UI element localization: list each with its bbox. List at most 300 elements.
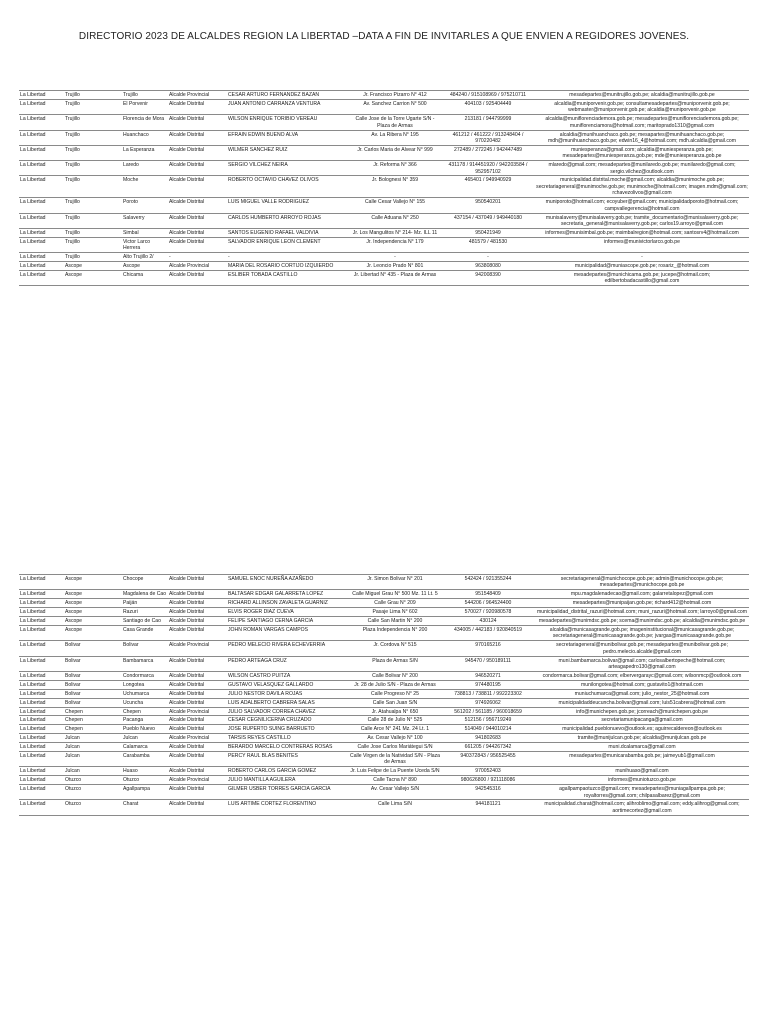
mayor-name-cell: BERARDO MARCELO CONTRERAS ROSAS xyxy=(227,743,349,752)
position-cell: Alcalde Distrital xyxy=(168,198,227,213)
address-cell: Plaza Independencia N° 200 xyxy=(349,625,441,640)
province-cell: Trujillo xyxy=(64,176,122,198)
position-cell: Alcalde Distrital xyxy=(168,698,227,707)
position-cell: Alcalde Provincial xyxy=(168,91,227,100)
address-cell: Jr. Independencia N° 179 xyxy=(349,237,441,252)
phone-cell: 951548409 xyxy=(441,590,535,599)
province-cell: Bolivar xyxy=(64,680,122,689)
position-cell: Alcalde Distrital xyxy=(168,800,227,815)
table-row xyxy=(19,608,749,617)
email-cell: muniuchumarca@gmail.com; julio_nestor_25@hotmail.com xyxy=(535,689,749,698)
district-cell: Pueblo Nuevo xyxy=(122,725,168,734)
position-cell: Alcalde Distrital xyxy=(168,725,227,734)
position-cell: Alcalde Provincial xyxy=(168,261,227,270)
position-cell: Alcalde Provincial xyxy=(168,641,227,656)
table-body xyxy=(19,575,749,816)
document-title: DIRECTORIO 2023 DE ALCALDES REGION LA LIBERTAD –DATA A FIN DE INVITARLES A QUE ENVIEN A REGIDORES JOVENES. xyxy=(78,31,690,42)
position-cell: Alcalde Distrital xyxy=(168,213,227,228)
table-row xyxy=(19,237,749,252)
position-cell: Alcalde Distrital xyxy=(168,743,227,752)
district-cell: Santiago de Cao xyxy=(122,617,168,626)
district-cell: Huanchaco xyxy=(122,130,168,145)
table-row xyxy=(19,91,749,100)
province-cell: Otuzco xyxy=(64,776,122,785)
province-cell: Trujillo xyxy=(64,130,122,145)
position-cell: Alcalde Distrital xyxy=(168,656,227,671)
address-cell: Jr. Francisco Pizarro N° 412 xyxy=(349,91,441,100)
district-cell: Florencia de Mora xyxy=(122,115,168,130)
address-cell: Jr. Cordova N° 515 xyxy=(349,641,441,656)
position-cell: Alcalde Distrital xyxy=(168,767,227,776)
province-cell: Julcan xyxy=(64,767,122,776)
mayor-name-cell: SERGIO VILCHEZ NEIRA xyxy=(227,161,349,176)
district-cell: Bolivar xyxy=(122,641,168,656)
province-cell: Julcan xyxy=(64,734,122,743)
address-cell: Calle Cesar Vallejo N° 155 xyxy=(349,198,441,213)
province-cell: Otuzco xyxy=(64,800,122,815)
table-row xyxy=(19,689,749,698)
phone-cell: 963808080 xyxy=(441,261,535,270)
phone-cell: 661205 / 944267342 xyxy=(441,743,535,752)
mayors-table-top xyxy=(19,90,749,286)
phone-cell: 942545316 xyxy=(441,785,535,800)
region-cell: La Libertad xyxy=(19,261,64,270)
region-cell: La Libertad xyxy=(19,176,64,198)
phone-cell: 945470 / 950189111 xyxy=(441,656,535,671)
table-row xyxy=(19,130,749,145)
email-cell: secretariamunipacanga@gmail.com xyxy=(535,716,749,725)
position-cell: Alcalde Distrital xyxy=(168,785,227,800)
phone-cell: 544206 / 964524400 xyxy=(441,599,535,608)
region-cell: La Libertad xyxy=(19,115,64,130)
position-cell: Alcalde Distrital xyxy=(168,752,227,767)
address-cell: Calle Bolivar N° 200 xyxy=(349,671,441,680)
table-row xyxy=(19,680,749,689)
phone-cell: 970165216 xyxy=(441,641,535,656)
mayor-name-cell: JULIO NESTOR DAVILA ROJAS xyxy=(227,689,349,698)
table-row xyxy=(19,698,749,707)
table-row xyxy=(19,198,749,213)
district-cell: Victor Larco Herrera xyxy=(122,237,168,252)
region-cell: La Libertad xyxy=(19,707,64,716)
district-cell: Paiján xyxy=(122,599,168,608)
phone-cell: 970052403 xyxy=(441,767,535,776)
phone-cell: 950421949 xyxy=(441,228,535,237)
address-cell: Av. Cesar Vallejo S/N xyxy=(349,785,441,800)
mayor-name-cell: CESAR ARTURO FERNANDEZ BAZAN xyxy=(227,91,349,100)
table-row xyxy=(19,161,749,176)
phone-cell: 950540201 xyxy=(441,198,535,213)
district-cell: Salaverry xyxy=(122,213,168,228)
mayor-name-cell: ROBERTO OCTAVIO CHAVEZ OLIVOS xyxy=(227,176,349,198)
district-cell: Julcan xyxy=(122,734,168,743)
mayor-name-cell: TARSIS REYES CASTILLO xyxy=(227,734,349,743)
district-cell: Carabamba xyxy=(122,752,168,767)
email-cell: municipalidad@muniascope.gob.pe; rosariz_@hotmail.com xyxy=(535,261,749,270)
district-cell: Longotea xyxy=(122,680,168,689)
region-cell: La Libertad xyxy=(19,99,64,114)
address-cell: Jr. 28 de Julio S/N - Plaza de Armas xyxy=(349,680,441,689)
province-cell: Bolivar xyxy=(64,641,122,656)
region-cell: La Libertad xyxy=(19,161,64,176)
position-cell: Alcalde Distrital xyxy=(168,680,227,689)
district-cell: Agallpampa xyxy=(122,785,168,800)
province-cell: Trujillo xyxy=(64,91,122,100)
mayor-name-cell: WILSON ENRIQUE TORIBIO VEREAU xyxy=(227,115,349,130)
province-cell: Chepen xyxy=(64,725,122,734)
province-cell: Bolivar xyxy=(64,671,122,680)
phone-cell: - xyxy=(441,253,535,262)
address-cell: Av. La Ribera N° 195 xyxy=(349,130,441,145)
region-cell: La Libertad xyxy=(19,785,64,800)
mayor-name-cell: LUIS ADALBERTO CABRERA SALAS xyxy=(227,698,349,707)
province-cell: Ascope xyxy=(64,261,122,270)
mayor-name-cell: WILSON CASTRO PUITZA xyxy=(227,671,349,680)
phone-cell: 430124 xyxy=(441,617,535,626)
mayor-name-cell: ROBERTO CARLOS GARCIA GOMEZ xyxy=(227,767,349,776)
district-cell: Laredo xyxy=(122,161,168,176)
table-row xyxy=(19,707,749,716)
mayor-name-cell: CESAR CEGNILICERNA CRUZADO xyxy=(227,716,349,725)
position-cell: Alcalde Distrital xyxy=(168,99,227,114)
mayor-name-cell: PERCY RAUL BLAS BENITES xyxy=(227,752,349,767)
district-cell: Charat xyxy=(122,800,168,815)
province-cell: Otuzco xyxy=(64,785,122,800)
table-row xyxy=(19,752,749,767)
province-cell: Ascope xyxy=(64,599,122,608)
region-cell: La Libertad xyxy=(19,734,64,743)
province-cell: Trujillo xyxy=(64,99,122,114)
phone-cell: 561202 / 561185 / 960018659 xyxy=(441,707,535,716)
district-cell: Trujillo xyxy=(122,91,168,100)
mayor-name-cell: JOSE RUPERTO SUING BARRUETO xyxy=(227,725,349,734)
position-cell: Alcalde Distrital xyxy=(168,716,227,725)
email-cell: agallpampaotuzco@gmail.com; mesadepartes@muniagallpampa.gob.pe; royaltorres@gmail.com; chilpasalbarez@gmail.com xyxy=(535,785,749,800)
province-cell: Ascope xyxy=(64,590,122,599)
mayor-name-cell: ELVIS ROGER DIAZ CUEVA xyxy=(227,608,349,617)
region-cell: La Libertad xyxy=(19,776,64,785)
position-cell: Alcalde Distrital xyxy=(168,115,227,130)
email-cell: munihuaso@gmail.com xyxy=(535,767,749,776)
table-row xyxy=(19,228,749,237)
district-cell: El Porvenir xyxy=(122,99,168,114)
mayor-name-cell: RICHARD ALLINSON ZAVALETA GUARNIZ xyxy=(227,599,349,608)
mayor-name-cell: SALVADOR ENRIQUE LEON CLEMENT xyxy=(227,237,349,252)
district-cell: Condormarca xyxy=(122,671,168,680)
table-row xyxy=(19,716,749,725)
address-cell: Calle Jose Carlos Mariátegui S/N xyxy=(349,743,441,752)
mayor-name-cell: JOHN ROMAN VARGAS CAMPOS xyxy=(227,625,349,640)
province-cell: Ascope xyxy=(64,270,122,285)
region-cell: La Libertad xyxy=(19,800,64,815)
email-cell: municipalidaddeucuncha.bolivar@gmail.com; luis51cabrera@hotmail.com xyxy=(535,698,749,707)
district-cell: Poroto xyxy=(122,198,168,213)
region-cell: La Libertad xyxy=(19,680,64,689)
province-cell: Chepen xyxy=(64,716,122,725)
address-cell: Calle San Juan S/N xyxy=(349,698,441,707)
province-cell: Bolivar xyxy=(64,656,122,671)
phone-cell: 514049 / 944010214 xyxy=(441,725,535,734)
mayor-name-cell: - xyxy=(227,253,349,262)
email-cell: condormarca.bolivar@gmail.com; elbervergarayc@gmail.com; wilsonmcp@outlook.com xyxy=(535,671,749,680)
address-cell: - xyxy=(349,253,441,262)
table-row xyxy=(19,575,749,590)
province-cell: Trujillo xyxy=(64,237,122,252)
phone-cell: 542424 / 921355244 xyxy=(441,575,535,590)
position-cell: Alcalde Distrital xyxy=(168,228,227,237)
mayor-name-cell: SANTOS EUGENIO RAFAEL VALDIVIA xyxy=(227,228,349,237)
phone-cell: 272489 / 272245 / 942447489 xyxy=(441,145,535,160)
email-cell: muniporoto@hotmail.com; ecoyuber@gmail.com; municipalidadporoto@hotmail.com; campvallegerencia@hotmail.com xyxy=(535,198,749,213)
email-cell: munilongotea@hotmail.com; gustavito1@hotmail.com xyxy=(535,680,749,689)
phone-cell: 461212 / 461222 / 913248404 / 970220482 xyxy=(441,130,535,145)
position-cell: Alcalde Provincial xyxy=(168,776,227,785)
email-cell: mesadepartes@municarabamba.gob.pe; jaimeyub1@gmail.com xyxy=(535,752,749,767)
phone-cell: 974926062 xyxy=(441,698,535,707)
region-cell: La Libertad xyxy=(19,599,64,608)
address-cell: Jr. Luis Felipe de La Puente Uceda S/N xyxy=(350,768,440,775)
email-cell: alcaldia@munihuanchaco.gob.pe; mesapartes@munihuanchaco.gob.pe; mdh@munihuanchaco.gob.pe; edwin16_4@hotmail.com; mdh.alcaldia@gmail.com xyxy=(535,130,749,145)
position-cell: Alcalde Distrital xyxy=(168,671,227,680)
email-cell: municipalidad.charat@hotmail.com; alihroblimo@gmail.com; eddy.alihrog@gmail.com; aortimecortez@gmail.com xyxy=(535,800,749,815)
email-cell: muni.dcalamarca@gmail.com xyxy=(535,743,749,752)
phone-cell: 942008390 xyxy=(441,270,535,285)
phone-cell: 434005 / 442183 / 920840519 xyxy=(441,625,535,640)
mayor-name-cell: PEDRO MELECIO RIVERA ECHEVERRIA xyxy=(227,641,349,656)
address-cell: Jr. Reforma N° 366 xyxy=(349,161,441,176)
position-cell: Alcalde Distrital xyxy=(168,130,227,145)
province-cell: Ascope xyxy=(64,625,122,640)
email-cell: muni.bambamarca.bolivar@gmail.com; carlosalbertopeche@hotmail.com; arteagapedro130@gmail.com xyxy=(535,656,749,671)
table-row xyxy=(19,734,749,743)
region-cell: La Libertad xyxy=(19,270,64,285)
address-cell: Av. Sanchez Carrion N° 500 xyxy=(349,99,441,114)
email-cell: informes@munivictorlarco.gob.pe xyxy=(535,237,749,252)
mayor-name-cell: FELIPE SANTIAGO CERNA GARCIA xyxy=(227,617,349,626)
district-cell: Uchumarca xyxy=(122,689,168,698)
mayor-name-cell: JULIO MANTILLA AGUILERA xyxy=(227,776,349,785)
district-cell: Magdalena de Cao xyxy=(123,591,167,598)
table-row xyxy=(19,270,749,285)
phone-cell: 213181 / 944799999 xyxy=(441,115,535,130)
address-cell: Calle Virgen de la Natividad S/N - Plaza de Armas xyxy=(350,753,440,766)
position-cell: Alcalde Distrital xyxy=(168,689,227,698)
district-cell: Ucuncha xyxy=(122,698,168,707)
phone-cell: 512156 / 956719249 xyxy=(441,716,535,725)
mayor-name-cell: BALTASAR EDGAR GALARRETA LOPEZ xyxy=(227,590,349,599)
address-cell: Jr. Bolognesi N° 359 xyxy=(349,176,441,198)
mayor-name-cell: PEDRO ARTEAGA CRUZ xyxy=(227,656,349,671)
district-cell: Otuzco xyxy=(122,776,168,785)
email-cell: municipalidad.pueblonuevo@outlook.es; aguirrecaldereon@outlook.es xyxy=(535,725,749,734)
address-cell: Calle Miguel Grau N° 500 Mz. 11 Lt. 5 xyxy=(349,590,441,599)
mayor-name-cell: SAMUEL ENOC NUREÑA AZAÑEDO xyxy=(227,575,349,590)
position-cell: Alcalde Distrital xyxy=(168,176,227,198)
table-row xyxy=(19,599,749,608)
email-cell: mesadepartes@munimdsc.gob.pe; scema@munimdsc.gob.pe; alcaldia@munimdsc.gob.pe xyxy=(535,617,749,626)
province-cell: Trujillo xyxy=(64,228,122,237)
district-cell: Moche xyxy=(122,176,168,198)
table-row xyxy=(19,176,749,198)
email-cell: mesadepartes@munitrujillo.gob.pe; alcaldia@munitrujillo.gob.pe xyxy=(535,91,749,100)
address-cell: Calle Grau N° 209 xyxy=(349,599,441,608)
phone-cell: 946520271 xyxy=(441,671,535,680)
phone-cell: 940372843 / 956525455 xyxy=(441,752,535,767)
address-cell: Pasaje Lima N° 602 xyxy=(349,608,441,617)
district-cell: Alto Trujillo 2/ xyxy=(122,253,168,262)
table-row xyxy=(19,671,749,680)
region-cell: La Libertad xyxy=(19,145,64,160)
region-cell: La Libertad xyxy=(19,228,64,237)
province-cell: Julcan xyxy=(64,752,122,767)
table-row xyxy=(19,743,749,752)
region-cell: La Libertad xyxy=(19,237,64,252)
region-cell: La Libertad xyxy=(19,575,64,590)
region-cell: La Libertad xyxy=(19,198,64,213)
region-cell: La Libertad xyxy=(19,671,64,680)
region-cell: La Libertad xyxy=(19,641,64,656)
phone-cell: 944181121 xyxy=(441,800,535,815)
email-cell: tramite@munijulcan.gob.pe; alcaldia@munijulcan.gob.pe xyxy=(535,734,749,743)
position-cell: Alcalde Distrital xyxy=(168,599,227,608)
email-cell: municipalidad_distrital_razuri@hotmail.com; muni_razuri@hotmail.com; larroyo0@gmail.com xyxy=(537,609,747,616)
email-cell: info@munichepen.gob.pe; jcorreach@munichepen.gob.pe xyxy=(535,707,749,716)
province-cell: Bolivar xyxy=(64,689,122,698)
email-cell: mesadepartes@munipaijan.gob.pe; richard412@hotmail.com xyxy=(535,599,749,608)
table-row xyxy=(19,115,749,130)
region-cell: La Libertad xyxy=(19,213,64,228)
table-row xyxy=(19,145,749,160)
mayor-name-cell: JULIO SALVADOR CORREA CHAVEZ xyxy=(227,707,349,716)
email-cell: mesadepartes@munichicama.gob.pe; jucepe@hotmail.com; edilbertobadacastillo@gmail.com xyxy=(535,270,749,285)
address-cell: Jr. Simon Bolivar N° 201 xyxy=(349,575,441,590)
mayor-name-cell: EFRAIN EDWIN BUENO ALVA xyxy=(227,130,349,145)
region-cell: La Libertad xyxy=(19,130,64,145)
address-cell: Jr. Atahualpa N° 650 xyxy=(349,707,441,716)
mayor-name-cell: ESLIBER TOBADA CASTILLO xyxy=(227,270,349,285)
address-cell: Calle Tacna N° 890 xyxy=(349,776,441,785)
region-cell: La Libertad xyxy=(19,767,64,776)
province-cell: Trujillo xyxy=(64,145,122,160)
email-cell: alcaldia@muniporvenir.gob.pe; consultamesadepartes@muniporvenir.gob.pe; webmaster@muniporvenir.gob.pe; alcaldia@muniporvenir.gob.pe xyxy=(535,99,749,114)
phone-cell: 465401 / 949940929 xyxy=(441,176,535,198)
address-cell: Jr. Libertad N° 435 - Plaza de Armas xyxy=(349,270,441,285)
position-cell: Alcalde Provincial xyxy=(168,734,227,743)
table-row xyxy=(19,253,749,262)
position-cell: - xyxy=(168,253,227,262)
region-cell: La Libertad xyxy=(19,590,64,599)
address-cell: Calle San Martin N° 200 xyxy=(349,617,441,626)
email-cell: alcaldia@municasagrande.gob.pe; imageninstitucional@municasagrande.gob.pe; secretariageneral@municasagrande.gob.pe; jvargas@municasagrande.gob.pe xyxy=(535,625,749,640)
district-cell: Casa Grande xyxy=(122,625,168,640)
email-cell: mpu.magdalenadecao@gmail.com; galarretalopez@gmail.com xyxy=(535,590,749,599)
email-cell: informes@munisimbal.gob.pe; msimbalregion@hotmail.com; santosrv4@hotmail.com xyxy=(535,228,749,237)
region-cell: La Libertad xyxy=(19,625,64,640)
table-row xyxy=(19,767,749,776)
phone-cell: 974480195 xyxy=(441,680,535,689)
province-cell: Trujillo xyxy=(64,253,122,262)
address-cell: Plaza de Armas S/N xyxy=(349,656,441,671)
district-cell: Ascope xyxy=(122,261,168,270)
phone-cell: 404103 / 925404449 xyxy=(441,99,535,114)
phone-cell: 484240 / 915108969 / 975210711 xyxy=(441,91,535,100)
address-cell: Calle Lima S/N xyxy=(349,800,441,815)
table-row xyxy=(19,656,749,671)
address-cell: Av. Cesar Vallejo N° 100 xyxy=(349,734,441,743)
table-row xyxy=(19,800,749,815)
position-cell: Alcalde Distrital xyxy=(168,161,227,176)
position-cell: Alcalde Distrital xyxy=(168,237,227,252)
mayor-name-cell: LUIS ARTIME CORTEZ FLORENTINO xyxy=(227,800,349,815)
region-cell: La Libertad xyxy=(19,725,64,734)
table-row xyxy=(19,785,749,800)
region-cell: La Libertad xyxy=(19,716,64,725)
province-cell: Trujillo xyxy=(64,198,122,213)
email-cell: secretariageneral@munibolivar.gob.pe; mesadepartes@munibolivar.gob.pe; pedro.melecio.alcalde@gmail.com xyxy=(535,641,749,656)
email-cell: alcaldia@muniflorenciademora.gob.pe; mesadepartes@muniflorenciademora.gob.pe; muniflorenciamora@hotmail.com; maritoprado1310@gmail.com xyxy=(535,115,749,130)
district-cell: Chepen xyxy=(122,707,168,716)
table-row xyxy=(19,641,749,656)
district-cell: La Esperanza xyxy=(122,145,168,160)
email-cell: secretariageneral@munichocope.gob.pe; admin@munichocope.gob.pe; mesadepartes@munichocope.gob.pe xyxy=(535,575,749,590)
province-cell: Bolivar xyxy=(64,698,122,707)
phone-cell: 437154 / 437049 / 949440180 xyxy=(441,213,535,228)
district-cell: Bambamarca xyxy=(122,656,168,671)
mayor-name-cell: GILMER USBER TORRES GARCIA GARCIA xyxy=(227,785,349,800)
mayor-name-cell: LUIS MIGUEL VALLE RODRIGUEZ xyxy=(227,198,349,213)
table-row xyxy=(19,776,749,785)
region-cell: La Libertad xyxy=(19,698,64,707)
position-cell: Alcalde Distrital xyxy=(168,617,227,626)
address-cell: Calle Aduana N° 250 xyxy=(349,213,441,228)
district-cell: Chocope xyxy=(122,575,168,590)
address-cell: Calle Progreso N° 25 xyxy=(349,689,441,698)
phone-cell: 481579 / 481530 xyxy=(441,237,535,252)
province-cell: Chepen xyxy=(64,707,122,716)
address-cell: Jr. Leoncio Prado N° 801 xyxy=(349,261,441,270)
position-cell: Alcalde Distrital xyxy=(168,590,227,599)
region-cell: La Libertad xyxy=(19,617,64,626)
phone-cell: 431178 / 914451920 / 942203584 / 952957102 xyxy=(441,161,535,176)
email-cell: informes@muniotuzco.gob.pe xyxy=(535,776,749,785)
phone-cell: 941802683 xyxy=(441,734,535,743)
province-cell: Ascope xyxy=(64,617,122,626)
table-row xyxy=(19,213,749,228)
email-cell: muniesperanza@gmail.com; alcaldia@muniesperanza.gob.pe; mesadepartes@muniesperanza.gob.pe; mde@muniesperanza.gob.pe xyxy=(535,145,749,160)
address-cell: Calle 28 de Julio N° 525 xyxy=(349,716,441,725)
position-cell: Alcalde Distrital xyxy=(168,270,227,285)
phone-cell: 980626800 / 921118086 xyxy=(441,776,535,785)
district-cell: Simbal xyxy=(122,228,168,237)
province-cell: Ascope xyxy=(64,575,122,590)
address-cell: Jr. Los Mangulitos N° 214- Mz. ILL 11 xyxy=(349,228,441,237)
region-cell: La Libertad xyxy=(19,752,64,767)
mayor-name-cell: CARLOS HUMBERTO ARROYO ROJAS xyxy=(227,213,349,228)
region-cell: La Libertad xyxy=(19,91,64,100)
district-cell: Chicama xyxy=(122,270,168,285)
table-row xyxy=(19,99,749,114)
email-cell: mlaredo@gmail.com; mesadepartes@munilaredo.gob.pe; munilaredo@gmail.com; sergio.vilchez@outlook.com xyxy=(535,161,749,176)
address-cell: Jr. Carlos Maria de Alvear N° 999 xyxy=(349,145,441,160)
region-cell: La Libertad xyxy=(19,608,64,617)
position-cell: Alcalde Provincial xyxy=(168,707,227,716)
province-cell: Trujillo xyxy=(64,115,122,130)
table-row xyxy=(19,261,749,270)
position-cell: Alcalde Distrital xyxy=(168,625,227,640)
district-cell: Huaso xyxy=(122,767,168,776)
mayor-name-cell: WILMER SANCHEZ RUIZ xyxy=(227,145,349,160)
region-cell: La Libertad xyxy=(19,689,64,698)
